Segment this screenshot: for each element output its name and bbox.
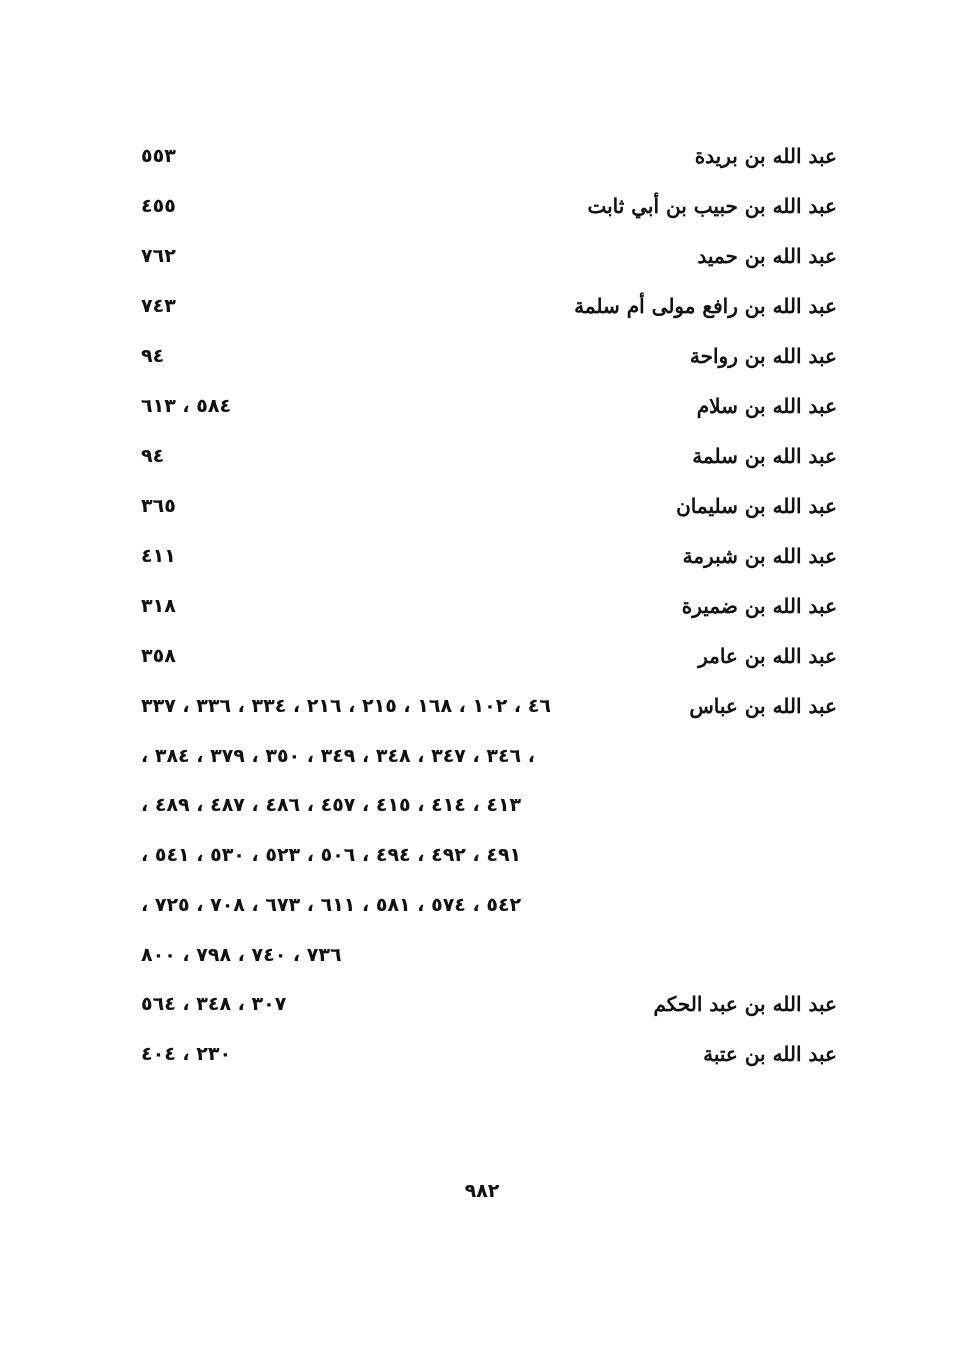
- entry-pages: ٣٥٨: [141, 645, 176, 667]
- entry-pages-continued: ٤٩١ ، ٤٩٢ ، ٤٩٤ ، ٥٠٦ ، ٥٢٣ ، ٥٣٠ ، ٥٤١ ،: [141, 844, 522, 866]
- entry-name: عبد الله بن بريدة: [694, 144, 837, 168]
- page-number: ٩٨٢: [464, 1180, 500, 1202]
- entry-pages: ٤٥٥: [141, 195, 176, 217]
- entry-pages: ٥٨٤ ، ٦١٣: [141, 395, 232, 417]
- entry-pages-continued: ٤١٣ ، ٤١٤ ، ٤١٥ ، ٤٥٧ ، ٤٨٦ ، ٤٨٧ ، ٤٨٩ ،: [141, 794, 522, 816]
- entry-name: عبد الله بن ضميرة: [681, 594, 837, 618]
- entry-name: عبد الله بن رافع مولى أم سلمة: [574, 294, 837, 318]
- entry-pages: ٣٦٥: [141, 495, 176, 517]
- entry-pages: ٧٦٢: [141, 245, 176, 267]
- entry-pages: ٣٠٧ ، ٣٤٨ ، ٥٦٤: [141, 993, 287, 1015]
- entry-name: عبد الله بن سلمة: [692, 444, 837, 468]
- entry-pages: ٣١٨: [141, 595, 176, 617]
- entry-pages-continued: ٥٤٢ ، ٥٧٤ ، ٥٨١ ، ٦١١ ، ٦٧٣ ، ٧٠٨ ، ٧٢٥ ،: [141, 894, 522, 916]
- entry-name: عبد الله بن حميد: [697, 244, 837, 268]
- entry-pages-continued: ، ٣٤٦ ، ٣٤٧ ، ٣٤٨ ، ٣٤٩ ، ٣٥٠ ، ٣٧٩ ، ٣٨٤ ،: [141, 745, 535, 767]
- entry-pages: ٩٤: [141, 445, 165, 467]
- entry-pages: ٢٣٠ ، ٤٠٤: [141, 1043, 232, 1065]
- entry-name: عبد الله بن حبيب بن أبي ثابت: [587, 194, 837, 218]
- entry-name: عبد الله بن سلام: [696, 394, 837, 418]
- entry-pages-continued: ٧٣٦ ، ٧٤٠ ، ٧٩٨ ، ٨٠٠: [141, 944, 342, 966]
- entry-pages: ٧٤٣: [141, 295, 176, 317]
- entry-name: عبد الله بن عبد الحكم: [653, 992, 837, 1016]
- entry-name: عبد الله بن سليمان: [676, 494, 837, 518]
- entry-pages: ٥٥٣: [141, 145, 176, 167]
- entry-pages: ٩٤: [141, 345, 165, 367]
- entry-name: عبد الله بن شبرمة: [682, 544, 837, 568]
- entry-name: عبد الله بن عباس: [689, 694, 837, 718]
- entry-name: عبد الله بن عتبة: [703, 1042, 837, 1066]
- entry-pages: ٤١١: [141, 545, 176, 567]
- entry-name: عبد الله بن عامر: [698, 644, 837, 668]
- entry-pages: ٤٦ ، ١٠٢ ، ١٦٨ ، ٢١٥ ، ٢١٦ ، ٣٣٤ ، ٣٣٦ ، ٣٣٧: [141, 695, 551, 717]
- entry-name: عبد الله بن رواحة: [689, 344, 837, 368]
